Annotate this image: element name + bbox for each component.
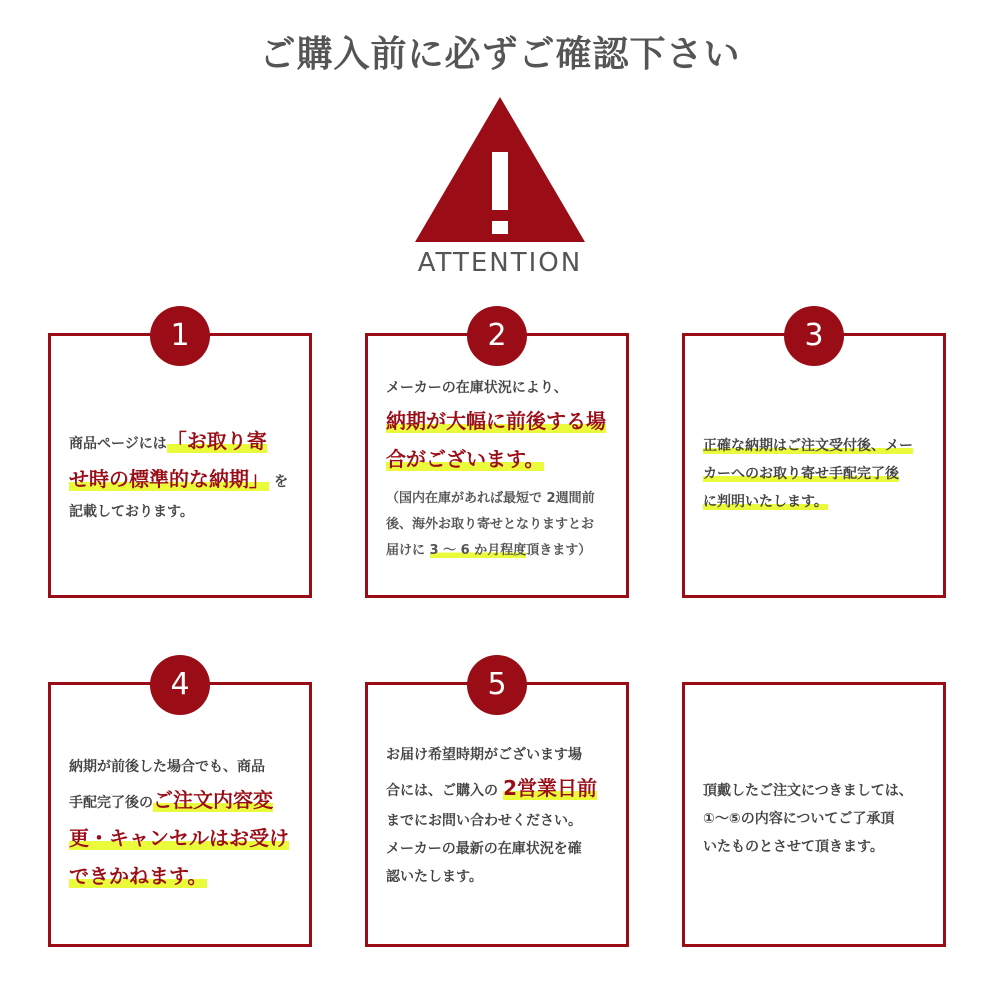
card-text: 認いたします。 — [386, 869, 483, 885]
card-emphasis: 2営業日前 — [503, 776, 598, 800]
card-number-badge: 5 — [467, 655, 527, 715]
notice-card-1 — [48, 318, 312, 598]
card-note: （国内在庫があれば最短で 2週間前 — [386, 491, 595, 506]
card-text-highlight: に判明いたします。 — [703, 494, 828, 510]
card-emphasis: できかねます。 — [69, 864, 208, 888]
card-text: メーカーの最新の在庫状況を確 — [386, 841, 582, 857]
card-text-highlight: 正確な納期はご注文受付後、メー — [703, 438, 913, 454]
card-emphasis: 納期が大幅に前後する場 — [386, 409, 606, 433]
card-text: お届け希望時期がございます場 — [386, 747, 582, 763]
card-emphasis: 「お取り寄 — [166, 429, 267, 453]
card-text: 商品ページには — [69, 436, 167, 452]
card-number-badge: 2 — [467, 306, 527, 366]
card-text-highlight: カーへのお取り寄せ手配完了後 — [703, 466, 899, 482]
notice-card-2 — [365, 318, 629, 598]
warning-triangle-icon — [415, 97, 585, 247]
card-text: までにお問い合わせください。 — [386, 813, 582, 829]
card-text: メーカーの在庫状況により、 — [386, 380, 568, 396]
card-number-badge: 1 — [150, 306, 210, 366]
card-text: を — [274, 474, 289, 490]
card-number-badge: 4 — [150, 655, 210, 715]
card-note-highlight: 3 ～ 6 か月程度 — [429, 543, 527, 558]
page-title: ご購入前に必ずご確認下さい — [259, 34, 741, 75]
card-emphasis: ご注文内容変 — [153, 788, 273, 812]
notice-card-6 — [682, 682, 946, 947]
card-emphasis: せ時の標準的な納期」 — [69, 467, 269, 491]
card-text: 納期が前後した場合でも、商品 — [69, 759, 265, 775]
card-number-badge: 3 — [784, 306, 844, 366]
card-text: いたものとさせて頂きます。 — [703, 839, 884, 855]
notice-card-4 — [48, 667, 312, 947]
card-emphasis: 更・キャンセルはお受け — [69, 826, 289, 850]
card-note: 後、海外お取り寄せとなりますとお — [386, 517, 595, 532]
card-text: 記載しております。 — [69, 504, 194, 520]
card-text: 頂戴したご注文につきましては、 — [703, 783, 913, 799]
notice-card-5 — [365, 667, 629, 947]
card-emphasis: 合がございます。 — [386, 447, 545, 471]
card-note: 届けに — [386, 543, 426, 558]
attention-label: ATTENTION — [417, 248, 583, 278]
card-note: 頂きます） — [526, 543, 592, 558]
card-text: ①～⑤の内容についてご了承頂 — [703, 811, 895, 827]
card-text: 合には、ご購入の — [386, 783, 498, 799]
notice-card-3 — [682, 318, 946, 598]
card-text: 手配完了後の — [69, 795, 153, 811]
